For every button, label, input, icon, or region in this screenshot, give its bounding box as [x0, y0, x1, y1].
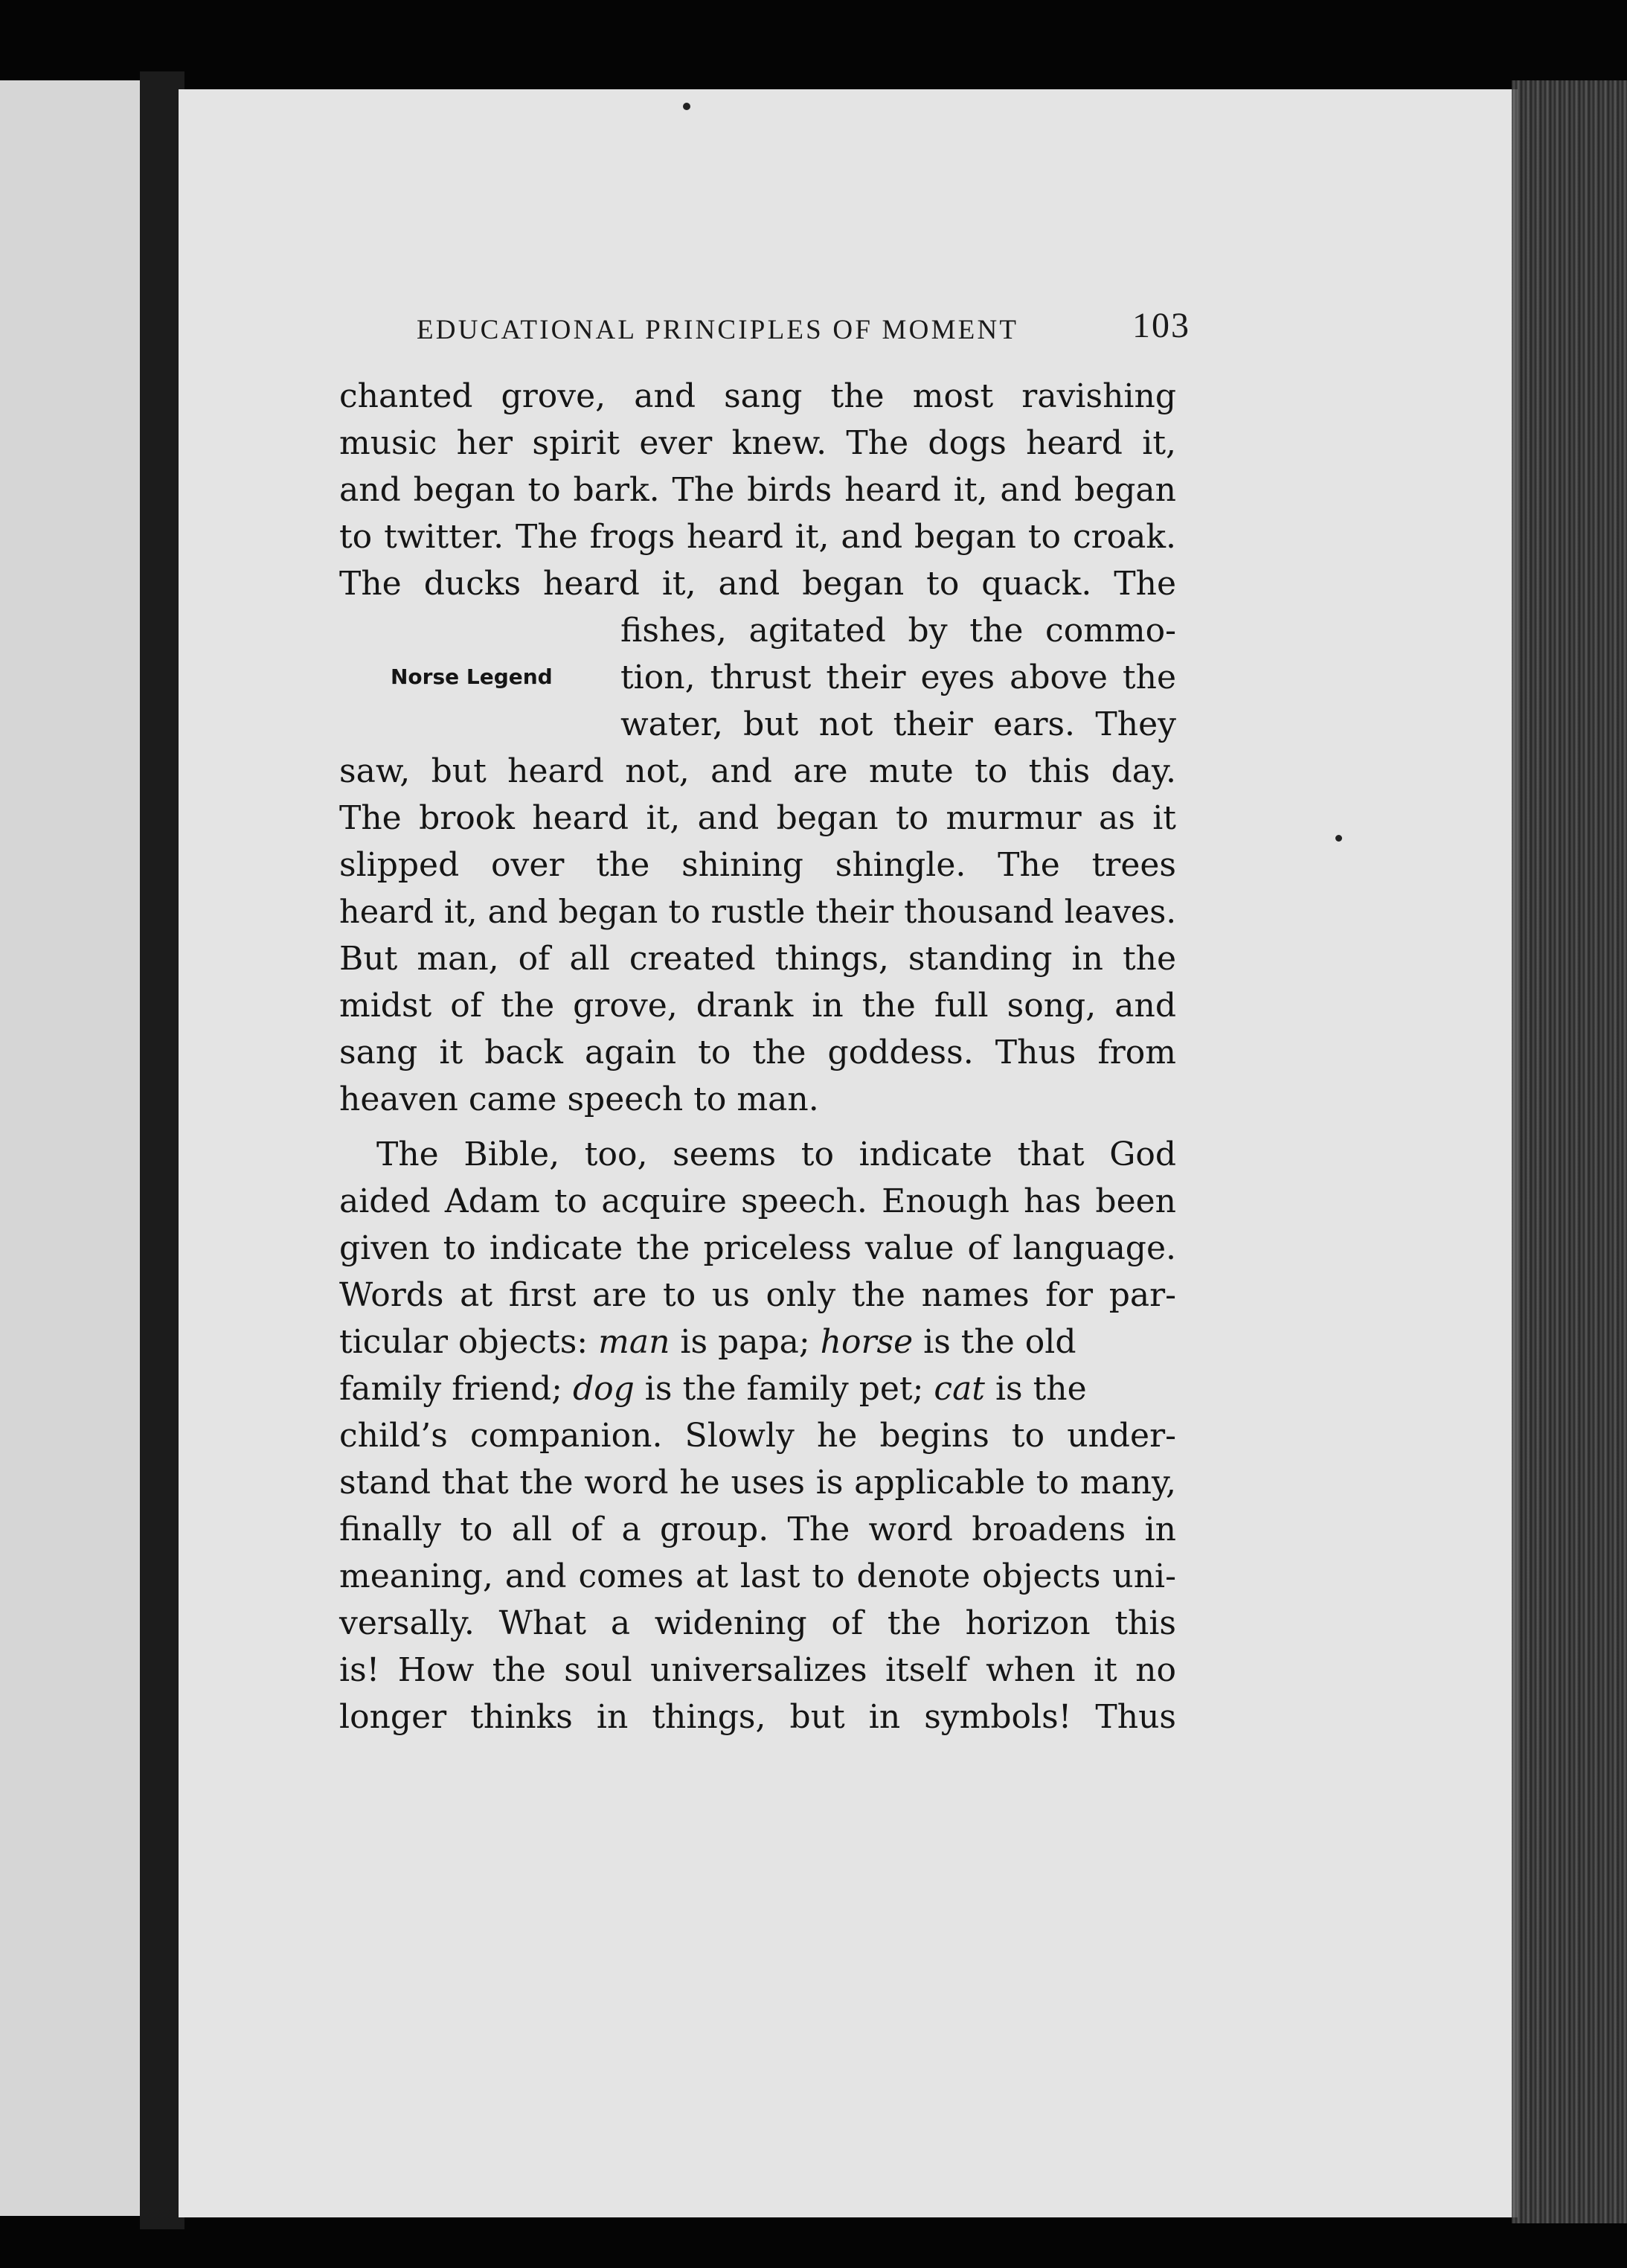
text-line: slipped over the shining shingle. The trees [339, 846, 1176, 884]
italic-term: horse [820, 1323, 914, 1361]
text-line: water, but not their ears. They [620, 705, 1176, 743]
text-line: heard it, and began to rustle their thousand leaves. [339, 894, 1176, 931]
text-run: family friend; [339, 1370, 573, 1408]
text-line: heaven came speech to man. [339, 1080, 819, 1118]
text-line: given to indicate the priceless value of language. [339, 1229, 1176, 1267]
running-head [417, 305, 1190, 350]
text-line [339, 1320, 1176, 1365]
text-line: tion, thrust their eyes above the [620, 659, 1176, 696]
text-line: chanted grove, and sang the most ravishing [339, 377, 1176, 415]
text-line: The ducks heard it, and began to quack. The [339, 565, 1176, 603]
text-line: Words at first are to us only the names for par- [339, 1276, 1176, 1314]
text-line: stand that the word he uses is applicable to many, [339, 1464, 1176, 1502]
italic-term: man [598, 1323, 670, 1361]
text-line: versally. What a widening of the horizon this [339, 1604, 1176, 1642]
text-line: to twitter. The frogs heard it, and began to croak. [339, 518, 1176, 556]
facing-page-edge [0, 80, 149, 2216]
text-run: is the old [913, 1323, 1076, 1361]
italic-term: dog [572, 1370, 635, 1408]
text-line: and began to bark. The birds heard it, and began [339, 471, 1176, 509]
page-stack-edge [1512, 80, 1627, 2223]
text-line: fishes, agitated by the commo- [620, 612, 1176, 650]
text-line: sang it back again to the goddess. Thus from [339, 1034, 1176, 1071]
text-line: finally to all of a group. The word broadens in [339, 1511, 1176, 1548]
text-line: The Bible, too, seems to indicate that God [376, 1135, 1176, 1173]
running-head-title: EDUCATIONAL PRINCIPLES OF MOMENT [417, 315, 1019, 345]
text-line: saw, but heard not, and are mute to this day. [339, 752, 1176, 790]
dust-speck [683, 103, 690, 110]
text-line: The brook heard it, and began to murmur as it [339, 799, 1176, 837]
text-line [339, 1367, 1176, 1412]
text-run: ticular objects: [339, 1323, 599, 1361]
text-line: aided Adam to acquire speech. Enough has been [339, 1182, 1176, 1220]
text-run: is the [984, 1370, 1087, 1408]
text-line: longer thinks in things, but in symbols! Thus [339, 1698, 1176, 1736]
page-number: 103 [1132, 306, 1190, 345]
text-run: is the family pet; [634, 1370, 934, 1408]
text-line: is! How the soul universalizes itself when it no [339, 1651, 1176, 1689]
text-line: child’s companion. Slowly he begins to under- [339, 1417, 1176, 1455]
margin-note: Norse Legend [391, 664, 553, 689]
text-line: meaning, and comes at last to denote objects uni- [339, 1557, 1176, 1595]
book-gutter [140, 71, 184, 2229]
text-run: is papa; [670, 1323, 821, 1361]
text-line: music her spirit ever knew. The dogs heard it, [339, 424, 1176, 462]
italic-term: cat [934, 1370, 985, 1408]
text-line: midst of the grove, drank in the full song, and [339, 987, 1176, 1025]
dust-speck [1335, 835, 1342, 842]
text-line: But man, of all created things, standing in the [339, 940, 1176, 978]
